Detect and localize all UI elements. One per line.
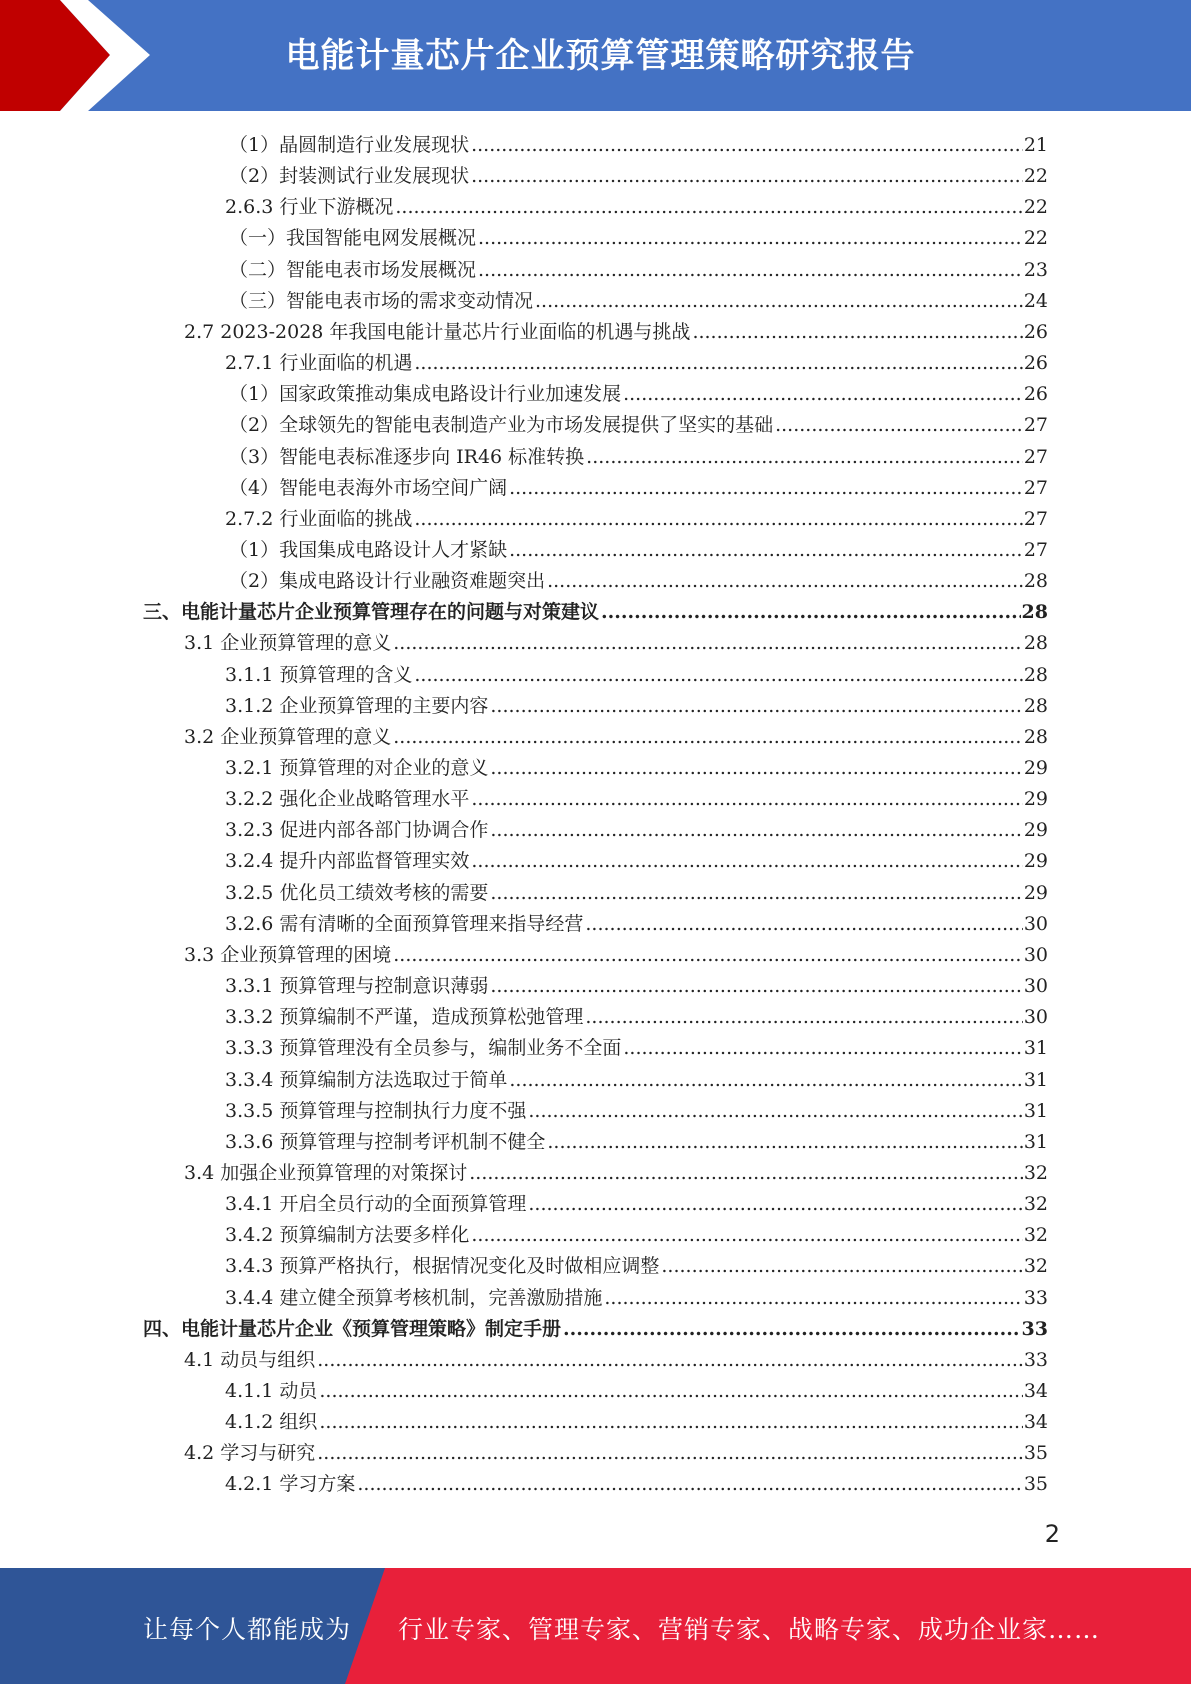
toc-entry-title: （2）全球领先的智能电表制造产业为市场发展提供了坚实的基础 [229,414,774,437]
toc-entry-title: 3.2.5 优化员工绩效考核的需要 [225,881,489,904]
toc-entry-title: （二）智能电表市场发展概况 [229,258,477,281]
toc-entry[interactable] [184,1343,1048,1373]
toc-entry-title: 3.3.3 预算管理没有全员参与，编制业务不全面 [225,1037,622,1060]
toc-entry-title: （三）智能电表市场的需求变动情况 [229,289,534,312]
toc-leader-dots [563,1316,1021,1342]
toc-leader-dots [509,537,1023,563]
toc-entry-title: 3.3.2 预算编制不严谨，造成预算松弛管理 [225,1006,584,1029]
toc-entry-title: 3.2.6 需有清晰的全面预算管理来指导经营 [225,912,584,935]
toc-entry-page: 31 [1023,1068,1048,1091]
toc-leader-dots [585,911,1022,937]
toc-leader-dots [509,475,1023,501]
toc-entry-title: 3.2.4 提升内部监督管理实效 [225,850,470,873]
toc-entry-title: 3.4 加强企业预算管理的对策探讨 [184,1161,468,1184]
toc-entry-page: 28 [1023,725,1048,748]
toc-entry-title: （1）国家政策推动集成电路设计行业加速发展 [229,383,622,406]
toc-entry-title: 3.2 企业预算管理的意义 [184,725,392,748]
toc-leader-dots [528,1191,1022,1217]
toc-entry-title: （1）晶圆制造行业发展现状 [229,134,470,156]
toc-entry-page: 30 [1023,912,1048,935]
toc-leader-dots [471,1222,1022,1248]
toc-entry-page: 26 [1023,352,1048,375]
toc-entry[interactable] [229,533,1048,563]
toc-entry-title: 3.1.2 企业预算管理的主要内容 [225,694,489,717]
toc-entry[interactable] [225,813,1048,843]
toc-entry-page: 29 [1023,788,1048,811]
toc-entry-page: 27 [1023,414,1048,437]
toc-entry[interactable] [225,1094,1048,1124]
toc-leader-dots [478,257,1023,283]
toc-entry[interactable] [229,440,1048,470]
toc-leader-dots [692,319,1022,345]
toc-leader-dots [471,848,1022,874]
toc-entry-page: 33 [1021,1317,1048,1340]
toc-entry-title: （1）我国集成电路设计人才紧缺 [229,538,508,561]
toc-entry[interactable] [225,1031,1048,1061]
toc-entry[interactable] [184,720,1048,750]
toc-entry-title: （3）智能电表标准逐步向 IR46 标准转换 [229,445,585,468]
toc-entry-title: 3.2.3 促进内部各部门协调合作 [225,819,489,842]
toc-entry-page: 22 [1023,165,1048,188]
toc-leader-dots [393,942,1023,968]
page-number: 2 [1044,1520,1060,1548]
toc-entry[interactable] [225,658,1048,688]
toc-entry-page: 35 [1023,1473,1048,1496]
toc-entry[interactable] [229,471,1048,501]
toc-entry-title: 3.4.1 开启全员行动的全面预算管理 [225,1193,527,1216]
toc-entry-title: 3.4.4 建立健全预算考核机制，完善激励措施 [225,1286,603,1309]
toc-entry-page: 35 [1023,1442,1048,1465]
toc-leader-dots [317,1440,1023,1466]
toc-entry[interactable] [225,1249,1048,1279]
toc-entry-page: 22 [1023,196,1048,219]
page-footer [0,1568,1191,1684]
toc-entry-page: 34 [1023,1380,1048,1402]
toc-entry[interactable] [225,1218,1048,1248]
toc-entry[interactable] [225,1467,1048,1497]
toc-entry[interactable] [229,284,1048,314]
toc-entry[interactable] [143,595,1048,625]
toc-entry-page: 27 [1023,445,1048,468]
toc-entry[interactable] [184,1156,1048,1186]
toc-entry[interactable] [225,1374,1048,1404]
toc-leader-dots [601,599,1021,625]
toc-entry[interactable] [225,782,1048,812]
toc-entry-page: 32 [1023,1255,1048,1278]
toc-entry[interactable] [225,1125,1048,1155]
toc-entry[interactable] [229,253,1048,283]
toc-entry-page: 30 [1023,943,1048,966]
toc-entry[interactable] [225,502,1048,532]
toc-entry[interactable] [184,315,1048,345]
toc-leader-dots [478,225,1023,251]
toc-leader-dots [585,1004,1022,1030]
toc-leader-dots [490,817,1022,843]
toc-leader-dots [471,163,1023,189]
toc-leader-dots [604,1285,1022,1311]
toc-entry-page: 26 [1023,383,1048,406]
toc-entry[interactable] [225,1000,1048,1030]
toc-entry[interactable] [229,564,1048,594]
toc-entry-title: 4.2 学习与研究 [184,1442,316,1465]
toc-leader-dots [509,1067,1022,1093]
toc-entry[interactable] [225,346,1048,376]
toc-leader-dots [393,724,1023,750]
toc-entry-page: 34 [1023,1411,1048,1434]
toc-leader-dots [490,880,1022,906]
toc-entry-title: 3.1 企业预算管理的意义 [184,632,392,655]
toc-leader-dots [393,630,1023,656]
toc-entry[interactable] [184,1436,1048,1466]
toc-entry-title: 2.6.3 行业下游概况 [225,196,394,219]
toc-entry[interactable] [229,408,1048,438]
toc-entry-page: 28 [1023,694,1048,717]
toc-leader-dots [586,444,1023,470]
toc-entry[interactable] [225,969,1048,999]
toc-entry-page: 28 [1023,663,1048,686]
toc-entry-title: 2.7 2023-2028 年我国电能计量芯片行业面临的机遇与挑战 [184,320,691,343]
toc-entry-title: 三、电能计量芯片企业预算管理存在的问题与对策建议 [143,601,600,624]
toc-entry[interactable] [184,626,1048,656]
toc-entry-page: 23 [1023,258,1048,281]
toc-entry-page: 31 [1023,1099,1048,1122]
toc-entry[interactable] [143,1312,1048,1342]
toc-entry-page: 27 [1023,507,1048,530]
toc-entry-title: 2.7.1 行业面临的机遇 [225,352,413,375]
toc-entry-page: 33 [1023,1286,1048,1309]
footer-slogan-left: 让每个人都能成为 [143,1615,352,1644]
toc-leader-dots [414,506,1022,532]
toc-entry[interactable] [225,876,1048,906]
toc-entry-title: （一）我国智能电网发展概况 [229,227,477,250]
toc-entry-title: （4）智能电表海外市场空间广阔 [229,476,508,499]
toc-entry-title: 四、电能计量芯片企业《预算管理策略》制定手册 [143,1317,562,1340]
page-title: 电能计量芯片企业预算管理策略研究报告 [285,36,916,76]
toc-entry-title: 4.2.1 学习方案 [225,1473,356,1496]
toc-leader-dots [414,662,1022,688]
toc-leader-dots [775,412,1023,438]
toc-entry-title: 3.4.3 预算严格执行，根据情况变化及时做相应调整 [225,1255,660,1278]
toc-leader-dots [547,568,1023,594]
toc-entry[interactable] [225,190,1048,220]
toc-leader-dots [395,194,1022,220]
toc-entry-title: 3.2.2 强化企业战略管理水平 [225,788,470,811]
toc-leader-dots [357,1471,1022,1497]
toc-entry-page: 30 [1023,975,1048,998]
toc-leader-dots [535,288,1023,314]
toc-leader-dots [317,1347,1023,1373]
toc-leader-dots [661,1253,1022,1279]
toc-entry[interactable] [225,1281,1048,1311]
toc-entry-page: 33 [1023,1348,1048,1371]
toc-entry-page: 29 [1023,819,1048,842]
toc-entry-page: 27 [1023,476,1048,499]
toc-entry-title: 3.3.1 预算管理与控制意识薄弱 [225,975,489,998]
toc-entry[interactable] [225,1063,1048,1093]
toc-entry[interactable] [184,938,1048,968]
toc-entry-title: 4.1 动员与组织 [184,1348,316,1371]
footer-slogan-right: 行业专家、管理专家、营销专家、战略专家、成功企业家…… [398,1615,1101,1644]
toc-entry-page: 28 [1021,601,1048,624]
toc-entry[interactable] [225,689,1048,719]
toc-entry-title: （2）集成电路设计行业融资难题突出 [229,570,546,593]
toc-leader-dots [547,1129,1022,1155]
toc-leader-dots [623,381,1023,407]
toc-leader-dots [623,1035,1022,1061]
toc-entry[interactable] [225,751,1048,781]
toc-entry-page: 26 [1023,320,1048,343]
toc-leader-dots [490,973,1022,999]
toc-leader-dots [490,693,1022,719]
toc-leader-dots [471,132,1023,158]
toc-entry-title: 4.1.1 动员 [225,1380,318,1402]
toc-entry-page: 28 [1023,570,1048,593]
toc-entry[interactable] [225,907,1048,937]
toc-entry-page: 29 [1023,881,1048,904]
toc-entry[interactable] [229,159,1048,189]
toc-leader-dots [319,1409,1022,1435]
toc-entry-page: 24 [1023,289,1048,312]
toc-entry-page: 22 [1023,227,1048,250]
toc-entry-title: 3.3.4 预算编制方法选取过于简单 [225,1068,508,1091]
toc-entry-title: 3.1.1 预算管理的含义 [225,663,413,686]
toc-entry-title: 3.4.2 预算编制方法要多样化 [225,1224,470,1247]
toc-entry-page: 28 [1023,632,1048,655]
toc-entry-page: 30 [1023,1006,1048,1029]
toc-leader-dots [469,1160,1023,1186]
toc-leader-dots [471,786,1022,812]
toc-entry-page: 31 [1023,1037,1048,1060]
toc-entry-title: 4.1.2 组织 [225,1411,318,1434]
toc-entry-title: 3.3 企业预算管理的困境 [184,943,392,966]
toc-entry[interactable] [225,1405,1048,1435]
toc-leader-dots [528,1098,1022,1124]
toc-entry-page: 29 [1023,850,1048,873]
toc-entry[interactable] [229,377,1048,407]
toc-leader-dots [414,350,1022,376]
toc-entry[interactable] [229,221,1048,251]
toc-entry-title: 3.3.5 预算管理与控制执行力度不强 [225,1099,527,1122]
toc-entry[interactable] [225,844,1048,874]
toc-entry-title: 3.2.1 预算管理的对企业的意义 [225,757,489,779]
toc-entry-page: 27 [1023,538,1048,561]
toc-entry-page: 32 [1023,1193,1048,1216]
toc-entry-page: 21 [1023,134,1048,156]
toc-entry-page: 31 [1023,1130,1048,1153]
toc-entry-title: 3.3.6 预算管理与控制考评机制不健全 [225,1130,546,1153]
toc-entry-title: （2）封装测试行业发展现状 [229,165,470,188]
toc-leader-dots [319,1378,1022,1404]
toc-entry-title: 2.7.2 行业面临的挑战 [225,507,413,530]
toc-entry-page: 32 [1023,1161,1048,1184]
page-header [0,0,1191,111]
toc-leader-dots [490,755,1022,781]
toc-entry[interactable] [229,128,1048,158]
toc-entry[interactable] [225,1187,1048,1217]
toc-entry-page: 32 [1023,1224,1048,1247]
toc-entry-page: 29 [1023,757,1048,779]
